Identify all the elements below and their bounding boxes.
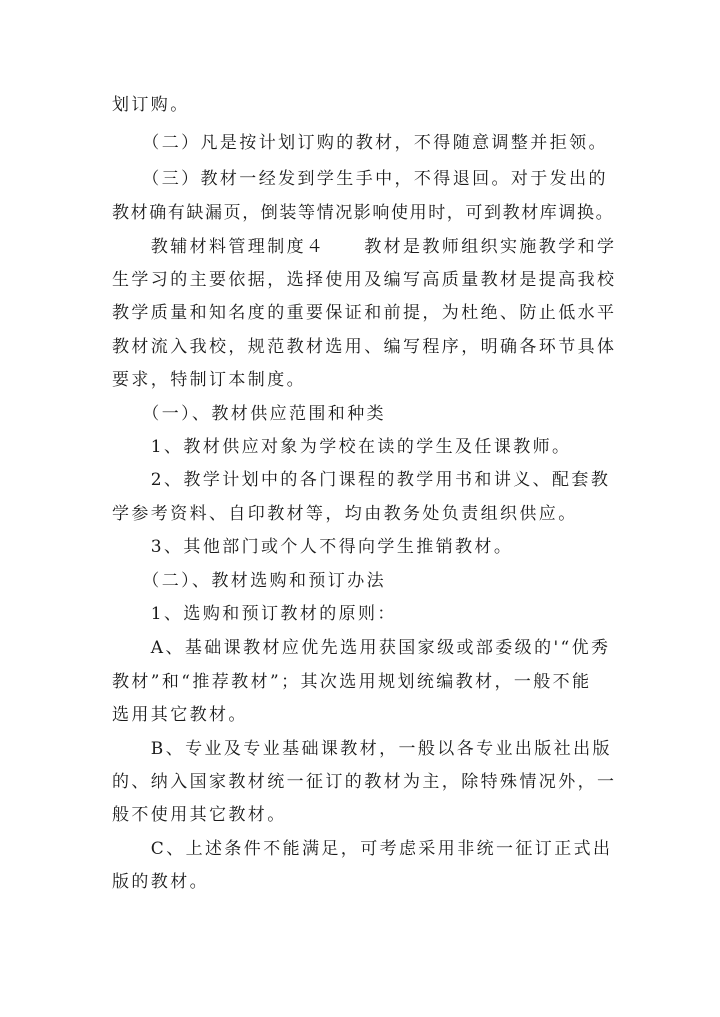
text-line: （三）教材一经发到学生手中，不得退回。对于发出的 xyxy=(112,169,608,189)
text-line: C、上述条件不能满足，可考虑采用非统一征订正式出 xyxy=(112,839,613,859)
text-line: 教辅材料管理制度４ 教材是教师组织实施教学和学 xyxy=(112,237,617,257)
text-line: 教材”和“推荐教材”；其次选用规划统编教材，一般不能 xyxy=(112,672,592,692)
text-line: 般不使用其它教材。 xyxy=(112,805,287,825)
text-line: 选用其它教材。 xyxy=(112,705,248,725)
text-line: （二）、教材选购和预订办法 xyxy=(112,571,386,591)
text-line: 2、教学计划中的各门课程的教学用书和讲义、配套教 xyxy=(112,470,611,490)
text-line: 版的教材。 xyxy=(112,872,209,892)
text-line: 1、选购和预订教材的原则： xyxy=(112,604,397,624)
text-line: 划订购。 xyxy=(112,95,190,115)
text-line: 1、教材供应对象为学校在读的学生及任课教师。 xyxy=(112,437,572,457)
text-line: 学参考资料、自印教材等，均由教务处负责组织供应。 xyxy=(112,504,578,524)
text-line: 的、纳入国家教材统一征订的教材为主，除特殊情况外，一 xyxy=(112,772,617,792)
text-line: 教材确有缺漏页，倒装等情况影响使用时，可到教材库调换。 xyxy=(112,203,615,223)
text-line: 3、其他部门或个人不得向学生推销教材。 xyxy=(112,537,514,557)
text-line: A、基础课教材应优先选用获国家级或部委级的'“优秀 xyxy=(112,638,611,658)
text-line: （一）、教材供应范围和种类 xyxy=(112,404,386,424)
text-line: 教学质量和知名度的重要保证和前提，为杜绝、防止低水平 xyxy=(112,303,617,323)
text-line: （二）凡是按计划订购的教材，不得随意调整并拒领。 xyxy=(112,133,608,153)
text-line: B、专业及专业基础课教材，一般以各专业出版社出版 xyxy=(112,739,612,759)
text-line: 生学习的主要依据，选择使用及编写高质量教材是提高我校 xyxy=(112,270,617,290)
text-line: 要求，特制订本制度。 xyxy=(112,370,306,390)
text-line: 教材流入我校，规范教材选用、编写程序，明确各环节具体 xyxy=(112,337,617,357)
